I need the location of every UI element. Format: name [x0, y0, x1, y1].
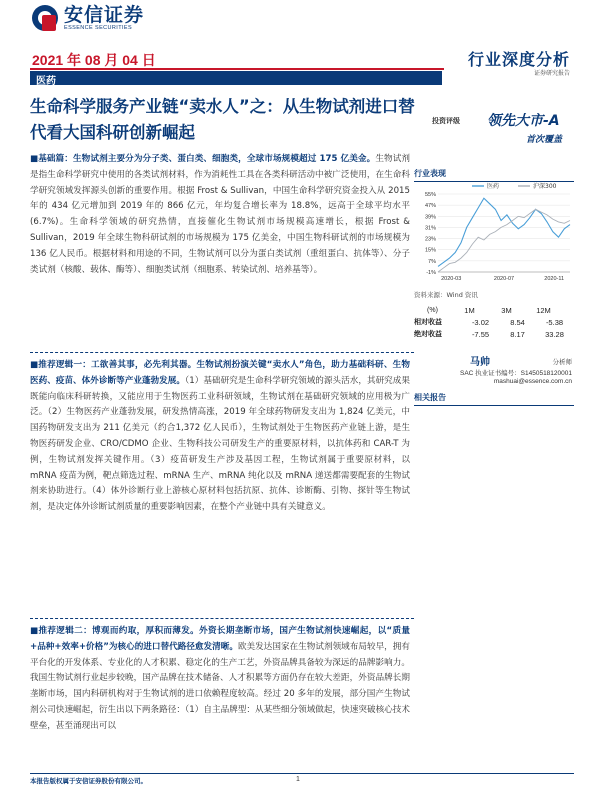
sector-trend-chart [414, 180, 574, 288]
performance-header-unit: (%) [427, 306, 438, 314]
performance-row-absolute [414, 328, 574, 340]
report-type: 行业深度分析 [467, 50, 570, 69]
y-tick-label: 31% [424, 225, 436, 232]
analyst-name: 马帅 [470, 357, 490, 368]
series-line-csi300 [438, 209, 570, 272]
performance-cell: -5.38 [545, 317, 564, 327]
x-tick-label: 2020-11 [544, 276, 565, 282]
company-logo [32, 5, 144, 31]
rating-label: 投资评级 [432, 117, 460, 125]
y-tick-label: 7% [428, 258, 436, 265]
y-tick-label: 47% [424, 203, 436, 210]
footer-divider [30, 773, 574, 774]
analyst-email-link[interactable]: mashuai@essence.com.cn [493, 378, 572, 385]
rating-coverage: 首次覆盖 [526, 135, 563, 145]
performance-row-label: 绝对收益 [414, 330, 442, 338]
paragraph-lead: ■基础篇：生物试剂主要分为分子类、蛋白类、细胞类，全球市场规模超过 175 亿美金。 [30, 154, 376, 164]
related-reports-heading: 相关报告 [414, 392, 574, 406]
paragraph-lead: ■推荐逻辑一：工欲善其事，必先利其器。生物试剂扮演关键“卖水人”角色，助力基础科研、生物医药、疫苗、体外诊断等产业蓬勃发展。 [30, 360, 410, 386]
legend-label: 医药 [487, 183, 500, 190]
performance-header-12m: 12M [536, 305, 551, 315]
paragraph-logic-one [30, 358, 410, 516]
y-tick-label: 55% [424, 192, 436, 198]
performance-cell: 8.54 [510, 317, 525, 327]
legend-label: 沪深300 [533, 183, 557, 190]
performance-row-label: 相对收益 [414, 318, 442, 326]
paragraph-body: 生物试剂是指生命科学研究中使用的各类试剂材料，作为消耗性工具在各类科研活动中被广泛使用，在生命科学研究领域发挥源头创新的重要作用。根据 Frost & Sullivan，中国生命科学研究资金投入从 2015 年的 434 亿元增加到 2019 年的 866 亿元，年均复合增长率为 18.8%，远高于全球平均水平 (6.7%)。生命科学领域的研究热情，直接催化生物试剂市场规模高速增长，根据 Frost & Sullivan，2019 年全球生物科研试剂的市场规模为 175 亿美金，中国生物科研试剂的市场规模为 136 亿人民币。根据材料和用途的不同，生物试剂可以分为蛋白类试剂（重组蛋白、抗体等）、分子类试剂（核酸、载体、酶等）、细胞类试剂（细胞系、转染试剂、培养基等）。 [30, 154, 410, 275]
paragraph-body: （1）基础研究是生命科学研究领域的源头活水，其研究成果既能向临床科研转换，又能应用于生物医药工业科研领域，生物试剂在基础研究领域的应用极为广泛。（2）生物医药产业蓬勃发展，研发热情高涨，2019 年全球药物研发支出为 1,824 亿美元，中国药物研发支出为 211 亿美元（约合1,372 亿人民币），生物试剂处于生物医药产业链上游，是生物医药研发企业、CRO/CDMO 企业、生物科技公司研发生产的重要原材料，以抗体药和 CAR-T 为例，生物试剂发挥关键作用。（3）疫苗研发生产涉及基因工程，生物试剂属于重要原材料，以 mRNA 疫苗为例，靶点筛选过程、mRNA 生产、mRNA 纯化以及 mRNA 递送都需要配套的生物试剂来协助进行。（4）体外诊断行业上游核心原材料包括抗原、抗体、诊断酶、引物、探针等生物试剂，是决定体外诊断试剂质量的重要影响因素，在整个产业链中具有关键意义。 [30, 375, 411, 513]
logo-name-cn: 安信证券 [64, 4, 145, 26]
performance-table [414, 304, 574, 340]
analyst-role: 分析师 [552, 358, 572, 366]
section-divider [30, 618, 414, 619]
report-subtype: 证券研究报告 [533, 70, 570, 77]
paragraph-logic-two [30, 624, 410, 735]
analyst-sac-number: SAC 执业证书编号：S1450518120001 [459, 370, 572, 377]
sector-trend-heading: 行业表现 [414, 168, 574, 182]
performance-header-3m: 3M [501, 305, 512, 315]
x-tick-label: 2020-07 [493, 276, 515, 282]
logo-name-en: ESSENCE SECURITIES [64, 25, 133, 31]
footer-disclaimer: 本报告版权属于安信证券股份有限公司。 [30, 777, 147, 785]
paragraph-lead: ■推荐逻辑二：博观而约取，厚积而薄发。外资长期垄断市场，国产生物试剂快速崛起，以“质量+品种+效率+价格”为核心的进口替代路径愈发清晰。 [30, 626, 410, 652]
performance-cell: 8.17 [510, 329, 525, 339]
chart-source: 资料来源：Wind 资讯 [414, 291, 478, 299]
performance-cell: -7.55 [471, 329, 490, 339]
x-tick-label: 2020-03 [441, 276, 462, 282]
y-tick-label: 23% [424, 236, 436, 243]
section-divider [30, 352, 414, 353]
sector-bar [30, 71, 442, 85]
sector-label: 医药 [36, 76, 56, 87]
y-tick-label: 15% [424, 247, 436, 254]
performance-cell: -3.02 [471, 317, 490, 327]
performance-header-1m: 1M [464, 305, 475, 315]
header-divider [30, 68, 444, 70]
y-tick-label: -1% [426, 270, 436, 276]
performance-cell: 33.28 [545, 329, 564, 339]
report-headline: 生命科学服务产业链“卖水人”之：从生物试剂进口替代看大国科研创新崛起 [30, 97, 415, 142]
paragraph-body: 欧美发达国家在生物试剂领域布局较早，拥有平台化的开发体系、专业化的人才积累、稳定化的生产工艺，外资品牌具备较为深远的品牌影响力。我国生物试剂行业起步较晚，国产品牌在技术储备、人才积累等方面仍存在较大差距，外资品牌长期垄断市场，国内科研机构对于生物试剂的进口依赖程度较高。经过 20 多年的发展，部分国产生物试剂公司快速崛起，衍生出以下两条路径：（1）自主品牌型：从某些细分领域做起，快速突破核心技术壁垒，甚至涌现出可以 [30, 641, 410, 731]
logo-icon [32, 5, 58, 31]
y-tick-label: 39% [424, 214, 436, 221]
performance-header-row [414, 304, 574, 316]
report-date: 2021 年 08 月 04 日 [32, 52, 156, 68]
series-line-pharma [438, 198, 570, 266]
rating-value: 领先大市-A [487, 113, 560, 129]
performance-row-relative [414, 316, 574, 328]
paragraph-basics [30, 152, 410, 278]
page-number: 1 [296, 776, 300, 783]
